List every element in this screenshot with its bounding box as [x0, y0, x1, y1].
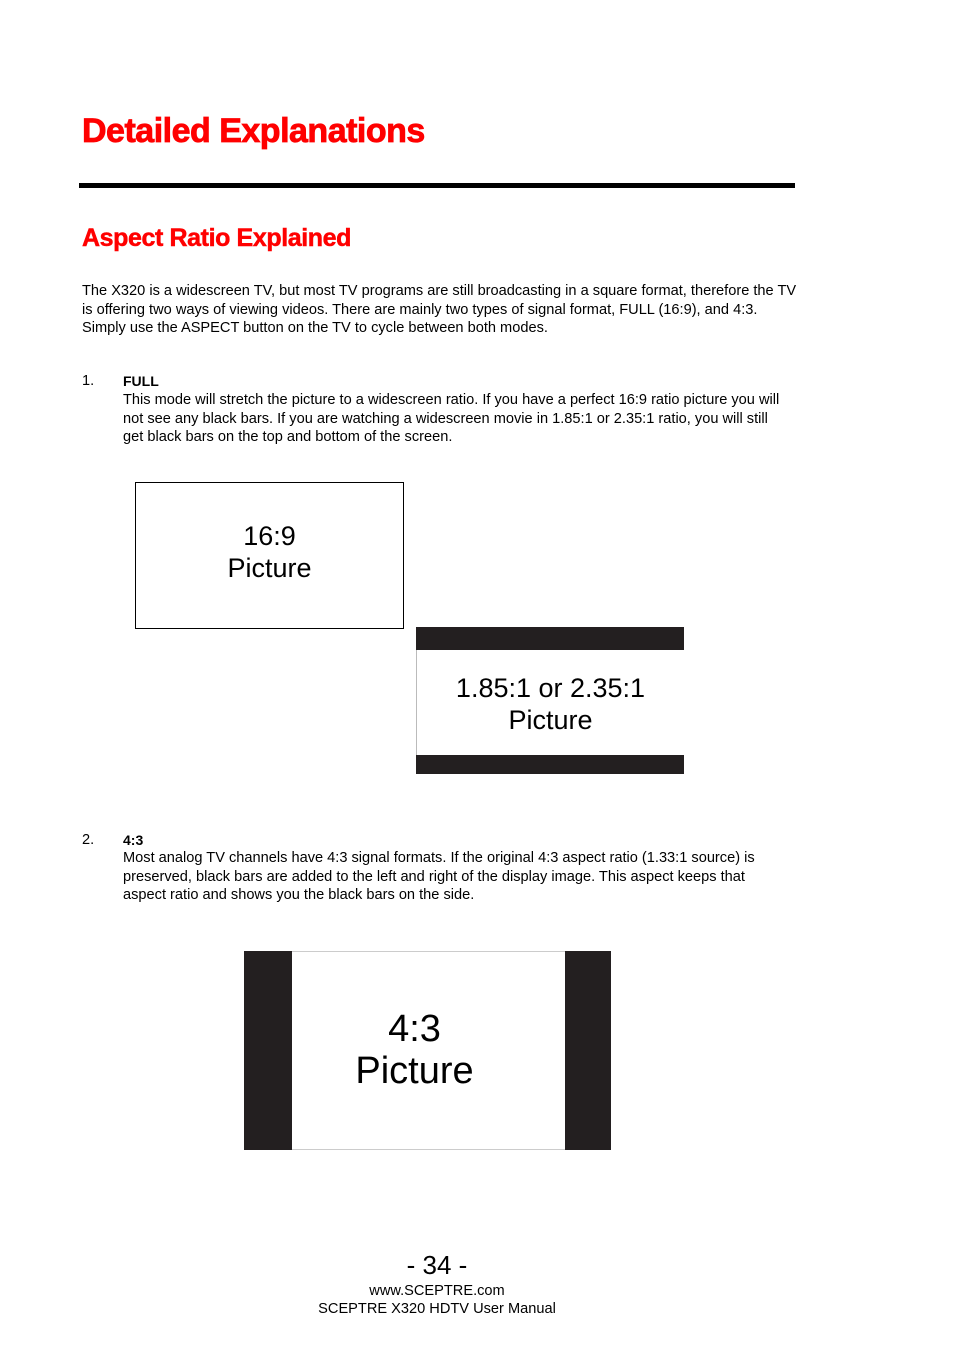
pillarbox-picture-area: [292, 951, 565, 1150]
pillarbox-right-bar: [565, 951, 611, 1150]
pillarbox-left-bar: [244, 951, 292, 1150]
intro-paragraph: The X320 is a widescreen TV, but most TV programs are still broadcasting in a square format, therefore the TV is offering two ways of viewing videos. There are mainly two types of signal format, FULL (16:9), and 4:3. Simply use the ASPECT button on the TV to cycle between both modes.: [82, 283, 797, 336]
footer-manual-title: SCEPTRE X320 HDTV User Manual: [318, 1301, 556, 1317]
letterbox-picture-label: 1.85:1 or 2.35:1 Picture: [455, 673, 646, 735]
item-2-number: 2.: [82, 832, 95, 848]
item-2-body: Most analog TV channels have 4:3 signal formats. If the original 4:3 aspect ratio (1.33:1 source) is preserved, black bars are added to the left and right of the display image. This aspect keeps that aspect ratio and shows you the black bars on the side.: [123, 850, 755, 903]
section-title: Aspect Ratio Explained: [82, 224, 352, 252]
item-1-number: 1.: [82, 373, 95, 389]
item-1-body: This mode will stretch the picture to a widescreen ratio. If you have a perfect 16:9 ratio picture you will not see any black bars. If you are watching a widescreen movie in 1.85:1 or 2.35:1 ratio, you will still get black bars on the top and bottom of the screen.: [123, 392, 780, 445]
item-1-heading: FULL: [123, 373, 159, 389]
page-title: Detailed Explanations: [82, 112, 425, 150]
item-2-heading: 4:3: [123, 832, 144, 848]
letterbox-diagram: [416, 627, 684, 774]
pillarbox-picture-label: 4:3 Picture: [355, 1007, 474, 1092]
wide-picture-diagram: [135, 482, 404, 629]
pillarbox-diagram: [244, 951, 611, 1150]
letterbox-picture-area: [416, 650, 684, 759]
letterbox-top-bar: [416, 627, 684, 650]
letterbox-bottom-bar: [416, 755, 684, 774]
footer-website: www.SCEPTRE.com: [369, 1283, 505, 1299]
page-number: - 34 -: [406, 1250, 468, 1280]
title-divider: [79, 183, 795, 188]
wide-picture-label: 16:9 Picture: [227, 521, 312, 583]
